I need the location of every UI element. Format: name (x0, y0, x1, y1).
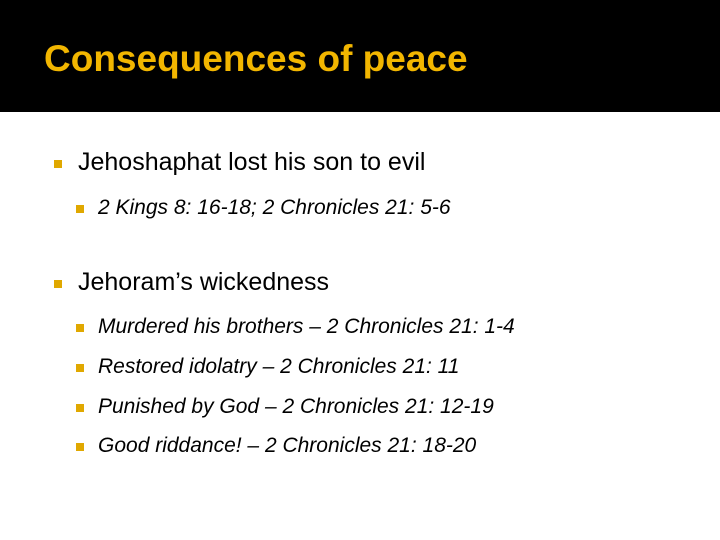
bullet-text: Jehoram’s wickedness (78, 268, 330, 296)
sub-bullet-text: Punished by God – 2 Chronicles 21: 12-19 (98, 395, 494, 418)
sub-bullet-text: Restored idolatry – 2 Chronicles 21: 11 (98, 355, 460, 378)
square-bullet-icon (76, 205, 84, 213)
bullet-point (54, 148, 425, 177)
sub-bullet-text: 2 Kings 8: 16-18; 2 Chronicles 21: 5-6 (98, 196, 451, 219)
slide-title: Consequences of peace (44, 38, 468, 79)
sub-bullet-text: Good riddance! – 2 Chronicles 21: 18-20 (98, 434, 477, 457)
square-bullet-icon (76, 364, 84, 372)
sub-bullet-point (76, 355, 459, 379)
square-bullet-icon (76, 404, 84, 412)
sub-bullet-text: Murdered his brothers – 2 Chronicles 21: 1-4 (98, 315, 515, 338)
sub-bullet-point (76, 395, 494, 419)
square-bullet-icon (76, 324, 84, 332)
square-bullet-icon (54, 160, 62, 168)
sub-bullet-point (76, 196, 451, 220)
square-bullet-icon (76, 443, 84, 451)
sub-bullet-point (76, 315, 515, 339)
sub-bullet-point (76, 434, 476, 458)
bullet-point (54, 268, 329, 297)
bullet-text: Jehoshaphat lost his son to evil (78, 148, 426, 176)
square-bullet-icon (54, 280, 62, 288)
